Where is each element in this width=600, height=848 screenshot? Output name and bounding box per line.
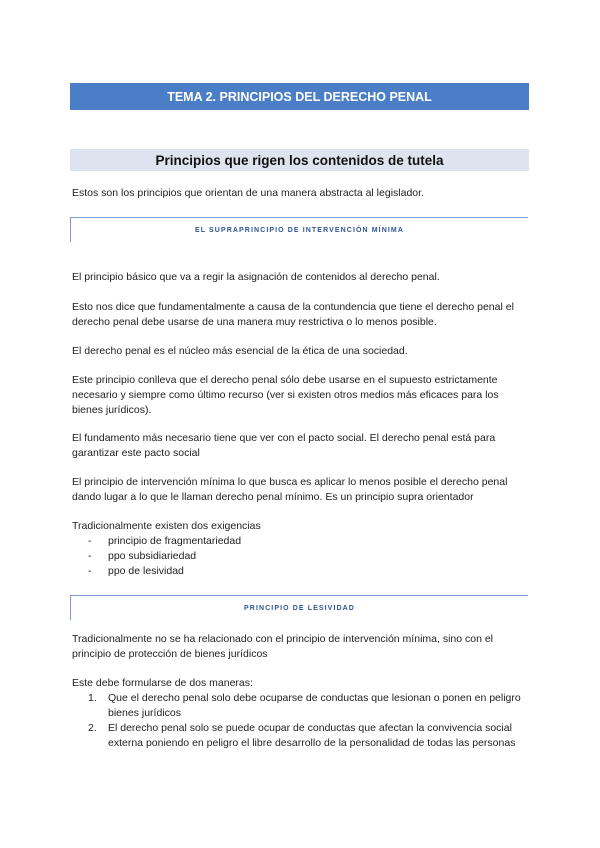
exigencias-list — [88, 534, 241, 579]
subtitle: Principios que rigen los contenidos de tutela — [70, 149, 529, 171]
maneras-list — [88, 691, 528, 751]
section-heading-lesividad: PRINCIPIO DE LESIVIDAD — [70, 595, 528, 620]
list-item: - ppo de lesividad — [88, 565, 184, 577]
section-heading-intervencion-minima: EL SUPRAPRINCIPIO DE INTERVENCIÓN MÍNIMA — [70, 217, 528, 242]
paragraph: Este principio conlleva que el derecho penal sólo debe usarse en el supuesto estrictamente necesario y siempre como último recurso (ver si existen otros medios más eficaces para los bienes jurídicos). — [72, 374, 499, 416]
paragraph: Tradicionalmente existen dos exigencias — [72, 520, 261, 532]
list-item: 2. El derecho penal solo se puede ocupar de conductas que afectan la convivencia social externa poniendo en peligro el libre desarrollo de la personalidad de todas las personas — [88, 722, 516, 749]
paragraph: Este debe formularse de dos maneras: — [72, 677, 253, 689]
paragraph: Esto nos dice que fundamentalmente a causa de la contundencia que tiene el derecho penal el derecho penal debe usarse de una manera muy restrictiva o lo menos posible. — [72, 301, 514, 328]
paragraph: El principio de intervención mínima lo que busca es aplicar lo menos posible el derecho penal dando lugar a lo que le llaman derecho penal mínimo. Es un principio supra orientador — [72, 476, 508, 503]
paragraph: El fundamento más necesario tiene que ver con el pacto social. El derecho penal está para garantizar este pacto social — [72, 432, 496, 459]
paragraph: El derecho penal es el núcleo más esencial de la ética de una sociedad. — [72, 345, 408, 357]
list-item: - principio de fragmentariedad — [88, 535, 242, 547]
paragraph: Tradicionalmente no se ha relacionado con el principio de intervención mínima, sino con el principio de protección de bienes jurídicos — [72, 633, 494, 660]
intro-paragraph: Estos son los principios que orientan de una manera abstracta al legislador. — [72, 187, 424, 199]
list-item: - ppo subsidiariedad — [88, 550, 197, 562]
list-item: 1. Que el derecho penal solo debe ocuparse de conductas que lesionan o ponen en peligro bienes jurídicos — [88, 692, 521, 719]
document-title: TEMA 2. PRINCIPIOS DEL DERECHO PENAL — [70, 83, 529, 110]
paragraph: El principio básico que va a regir la asignación de contenidos al derecho penal. — [72, 271, 440, 283]
